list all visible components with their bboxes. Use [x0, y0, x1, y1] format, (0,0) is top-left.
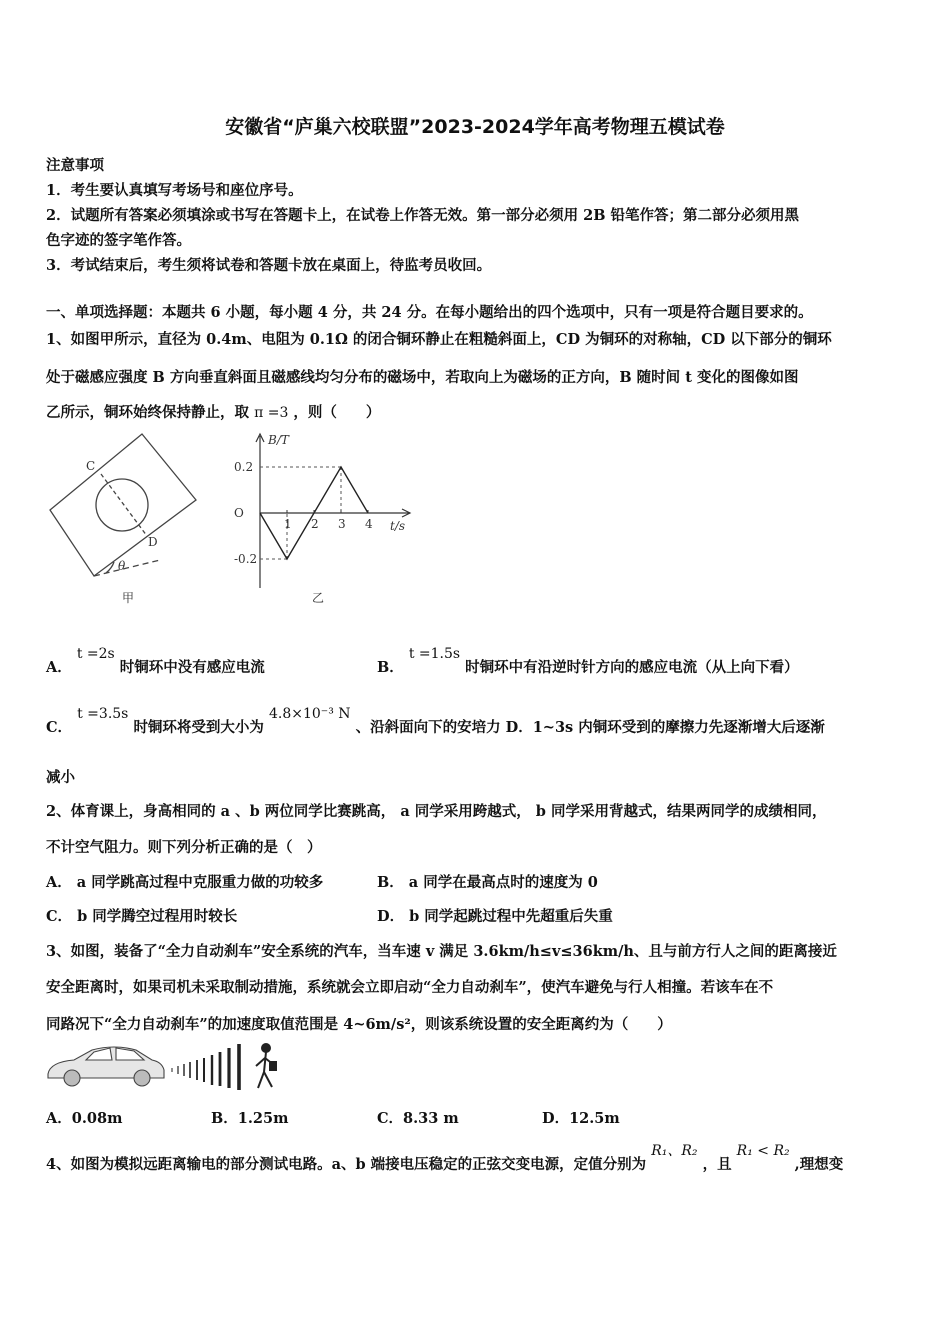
- q1-option-b-math: t =1.5s: [408, 646, 461, 662]
- y-tick-label: -0.2: [234, 552, 258, 566]
- q3-option-d: D．12.5m: [542, 1110, 620, 1127]
- q3-option-c: C．8.33 m: [377, 1110, 459, 1127]
- q1-option-a-label: A．: [46, 659, 72, 676]
- x-axis-label: t/s: [390, 519, 406, 533]
- pi-value: π =3: [254, 405, 289, 421]
- label-d: D: [148, 535, 158, 549]
- caption-jia: 甲: [122, 591, 135, 605]
- q3-line-1: 3、如图，装备了“全力自动刹车”安全系统的汽车，当车速 v 满足 3.6km/h≤v≤36km/h、且与前方行人之间的距离接近: [46, 943, 837, 960]
- q1-option-a-math: t =2s: [76, 646, 115, 662]
- notice-item-2-cont: 色字迹的签字笔作答。: [46, 232, 191, 249]
- q3-option-b: B．1.25m: [211, 1110, 289, 1127]
- page-title: 安徽省“庐巢六校联盟”2023-2024学年高考物理五模试卷: [225, 116, 725, 138]
- label-c: C: [86, 459, 96, 473]
- copper-ring: [96, 479, 148, 531]
- y-axis-label: B/T: [268, 433, 289, 447]
- x-tick-label: 3: [338, 517, 346, 531]
- y-tick-label: O: [234, 506, 244, 520]
- q1-option-c-text-1: 时铜环将受到大小为: [133, 719, 264, 736]
- q2-option-a: A． a 同学跳高过程中克服重力做的功较多: [46, 874, 324, 891]
- q1-option-b-text: 时铜环中有沿逆时针方向的感应电流（从上向下看）: [465, 659, 799, 676]
- q1-line-3a: 乙所示，铜环始终保持静止，取: [46, 404, 249, 421]
- q1-option-c-text-2: 、沿斜面向下的安培力: [355, 719, 501, 736]
- q1-option-a: [46, 646, 265, 677]
- q1-option-c-label: C．: [46, 719, 73, 736]
- q3-line-2: 安全距离时，如果司机未采取制动措施，系统就会立即启动“全力自动刹车”，使汽车避免与行人相撞。若该车在不: [46, 979, 774, 996]
- q1-option-b: [377, 646, 799, 677]
- q1-option-d-cont: 减小: [46, 769, 75, 786]
- radar-waves: [172, 1044, 239, 1090]
- q1-option-c-math: t =3.5s: [77, 706, 129, 722]
- q2-line-1: 2、体育课上，身高相同的 a 、b 两位同学比赛跳高， a 同学采用跨越式， b 同学采用背越式，结果两同学的成绩相同，: [46, 803, 827, 820]
- notice-item-1: 1．考生要认真填写考场号和座位序号。: [46, 182, 303, 199]
- section-heading: 一、单项选择题：本题共 6 小题，每小题 4 分，共 24 分。在每小题给出的四个选项中，只有一项是符合题目要求的。: [46, 304, 813, 321]
- q1-option-a-text: 时铜环中没有感应电流: [119, 659, 265, 676]
- q4-inequality: R₁ < R₂: [736, 1143, 790, 1159]
- notice-heading: 注意事项: [46, 157, 104, 174]
- q1-line-3: [46, 401, 916, 422]
- label-theta: θ: [118, 559, 126, 573]
- car-braking-illustration: [44, 1040, 284, 1094]
- q2-option-d: D． b 同学起跳过程中先超重后失重: [377, 908, 613, 925]
- x-tick-label: 4: [365, 517, 373, 531]
- incline-block: [50, 434, 196, 576]
- q1-option-d: D．1~3s 内铜环受到的摩擦力先逐渐增大后逐渐: [505, 719, 825, 736]
- notice-item-2: 2．试题所有答案必须填涂或书写在答题卡上，在试卷上作答无效。第一部分必须用 2B 铅笔作答；第二部分必须用黑: [46, 207, 800, 224]
- q1-option-c-force: 4.8×10⁻³ N: [269, 706, 351, 722]
- q1-option-b-label: B．: [377, 659, 404, 676]
- pedestrian-icon: [256, 1044, 276, 1088]
- q2-option-c: C． b 同学腾空过程用时较长: [46, 908, 238, 925]
- q1-line-2: 处于磁感应强度 B 方向垂直斜面且磁感线均匀分布的磁场中，若取向上为磁场的正方向，B 随时间 t 变化的图像如图: [46, 369, 799, 386]
- q1-line-3b: ，则（ ）: [293, 404, 381, 421]
- q4-text-mid: ，且: [702, 1156, 732, 1173]
- x-tick-label: 2: [311, 517, 319, 531]
- y-tick-label: 0.2: [234, 460, 254, 474]
- x-tick-label: 1: [284, 517, 292, 531]
- q4-text-a: 4、如图为模拟远距离输电的部分测试电路。a、b 端接电压稳定的正弦交变电源，定值分别为: [46, 1156, 647, 1173]
- q4-text-tail: ,理想变: [794, 1156, 844, 1173]
- figure-jia-incline: [44, 430, 204, 610]
- q3-option-a: A．0.08m: [46, 1110, 123, 1127]
- notice-item-3: 3．考试结束后，考生须将试卷和答题卡放在桌面上，待监考员收回。: [46, 257, 492, 274]
- q3-line-3: 同路况下“全力自动刹车”的加速度取值范围是 4~6m/s²，则该系统设置的安全距离约为（ ）: [46, 1016, 672, 1033]
- q4-line-1: [46, 1143, 916, 1174]
- q2-option-b: B． a 同学在最高点时的速度为 0: [377, 874, 598, 891]
- q1-line-1: 1、如图甲所示，直径为 0.4m、电阻为 0.1Ω 的闭合铜环静止在粗糙斜面上，CD 为铜环的对称轴，CD 以下部分的铜环: [46, 331, 832, 348]
- car-icon: [48, 1047, 164, 1086]
- q4-r1-r2: R₁、R₂: [651, 1143, 698, 1159]
- caption-yi: 乙: [312, 591, 325, 605]
- figure-yi-bt-graph: [220, 430, 420, 610]
- q2-line-2: 不计空气阻力。则下列分析正确的是（ ）: [46, 839, 322, 856]
- q1-option-c: [46, 706, 825, 737]
